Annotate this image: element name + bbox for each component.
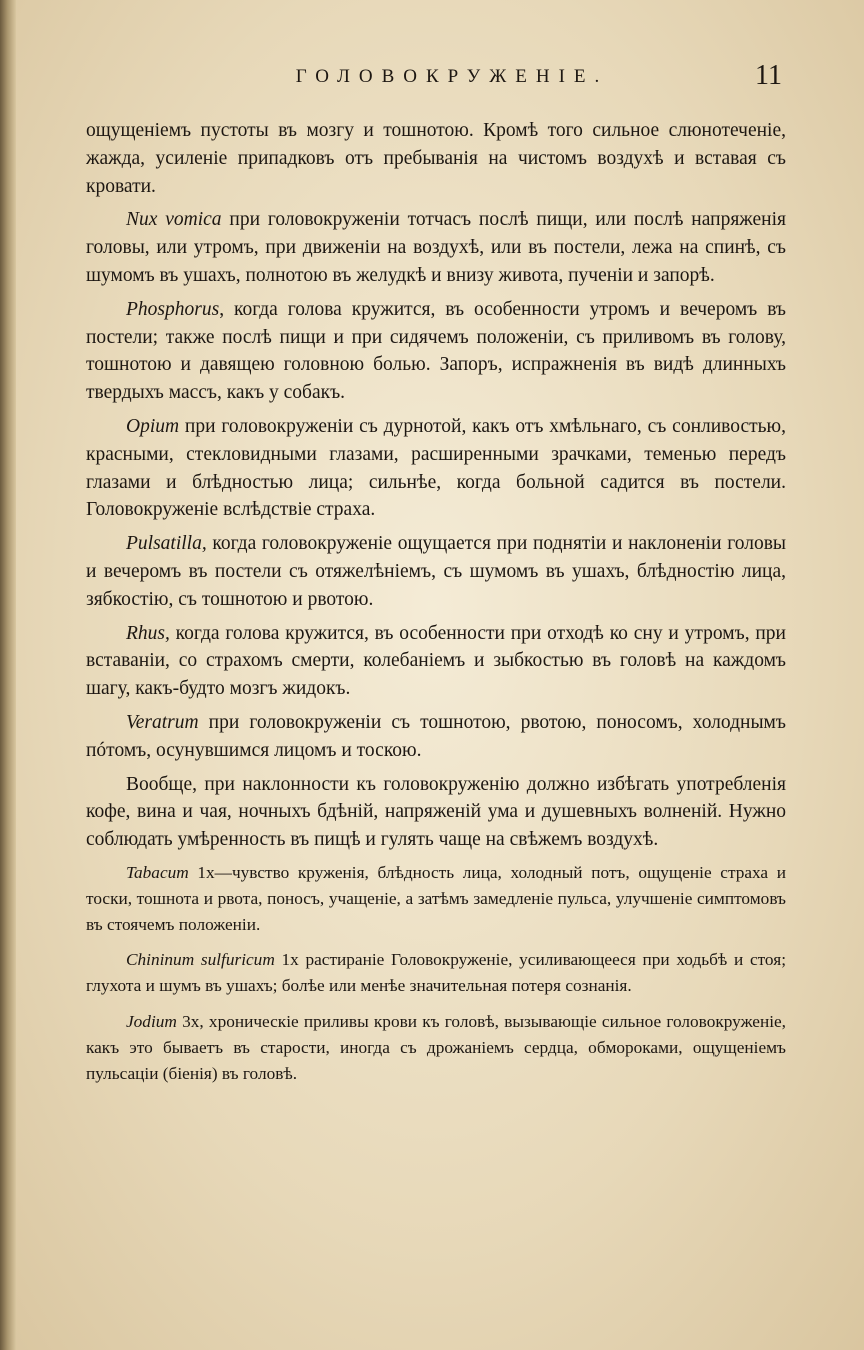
note-tabacum <box>86 860 786 937</box>
remedy-name: Rhus, <box>126 622 170 644</box>
remedy-name: Tabacum <box>126 862 189 882</box>
paragraph-text: , когда голова кружится, въ особенности утромъ и вечеромъ въ постели; также послѣ пищи и при сидячемъ положеніи, съ приливомъ въ голову, тошнотою и давящею головною болью. Запоръ, испражненія въ видѣ длинныхъ твердыхъ массъ, какъ у собакъ. <box>86 298 786 404</box>
remedy-name: Pulsatilla, <box>126 533 207 555</box>
running-head: ГОЛОВОКРУЖЕНІЕ. <box>295 66 609 87</box>
remedy-name: Nux vomica <box>126 209 222 231</box>
paragraph-text: при головокруженіи съ дурнотой, какъ отъ хмѣльнаго, съ сонливостью, красными, стекловидными глазами, расширенными зрачками, теменью передъ глазами и блѣдностью лица; сильнѣе, когда больной садится въ постели. Головокруженіе вслѣдствіе страха. <box>86 415 786 521</box>
remedy-name: Veratrum <box>126 711 199 733</box>
note-text: 1x растираніе Головокруженіе, усиливающееся при ходьбѣ и стоя; глухота и шумъ въ ушахъ; болѣе или менѣе значительная потеря сознанія. <box>86 950 786 996</box>
paragraph-text: при головокруженіи съ тошнотою, рвотою, поносомъ, холоднымъ пóтомъ, осунувшимся лицомъ и тоскою. <box>86 711 786 761</box>
paragraph-pulsatilla <box>86 530 786 613</box>
remedy-name: Opium <box>126 415 180 437</box>
paragraph-phosphorus <box>86 296 786 407</box>
page-header <box>0 62 864 102</box>
paragraph-nux-vomica <box>86 206 786 289</box>
note-text: 1x—чувство круженія, блѣдность лица, холодный потъ, ощущеніе страха и тоски, тошнота и рвота, поносъ, учащеніе, а затѣмъ замедленіе пульса, улучшеніе симптомовъ въ стоячемъ положеніи. <box>86 862 786 934</box>
page-body <box>86 117 786 1096</box>
paragraph-text: ощущеніемъ пустоты въ мозгу и тошнотою. Кромѣ того сильное слюнотеченіе, жажда, усиленіе припадковъ отъ пребыванія на чистомъ воздухѣ и вставая съ кровати. <box>86 120 786 197</box>
page-number: 11 <box>755 60 782 91</box>
note-chininum-sulfuricum <box>86 947 786 999</box>
paragraph-text: при головокруженіи тотчасъ послѣ пищи, или послѣ напряженія головы, или утромъ, при движеніи на воздухѣ, или въ постели, лежа на спинѣ, съ шумомъ въ ушахъ, полнотою въ желудкѣ и внизу живота, пученіи и запорѣ. <box>86 209 786 286</box>
paragraph-text: когда головокруженіе ощущается при поднятіи и наклоненіи головы и вечеромъ въ постели съ отяжелѣніемъ, съ шумомъ въ ушахъ, блѣдностію лица, зябкостію, съ тошнотою и рвотою. <box>86 533 786 610</box>
paragraph-general-advice <box>86 771 786 854</box>
paragraph-continuation <box>86 117 786 200</box>
paragraph-veratrum <box>86 709 786 765</box>
paragraph-opium <box>86 413 786 524</box>
paragraph-text: Вообще, при наклонности къ головокруженію должно избѣгать употребленія кофе, вина и чая, ночныхъ бдѣній, напряженій ума и душевныхъ волненій. Нужно соблюдать умѣренность въ пищѣ и гулять чаще на свѣжемъ воздухѣ. <box>86 773 786 851</box>
remedy-name: Phosphorus <box>126 298 220 320</box>
note-text: 3x, хроническіе приливы крови къ головѣ, вызывающіе сильное головокруженіе, какъ это бываетъ въ старости, иногда съ дрожаніемъ сердца, обмороками, ощущеніемъ пульсаціи (біенія) въ головѣ. <box>86 1011 786 1083</box>
remedy-name: Jodium <box>126 1011 177 1031</box>
paragraph-text: когда голова кружится, въ особенности при отходѣ ко сну и утромъ, при вставаніи, со страхомъ смерти, колебаніемъ и зыбкостью въ головѣ на каждомъ шагу, какъ-будто мозгъ жидокъ. <box>86 622 786 700</box>
note-jodium <box>86 1009 786 1086</box>
remedy-name: Chininum sulfuricum <box>126 950 275 970</box>
page-spine-shadow <box>0 0 16 1350</box>
paragraph-rhus <box>86 620 786 703</box>
